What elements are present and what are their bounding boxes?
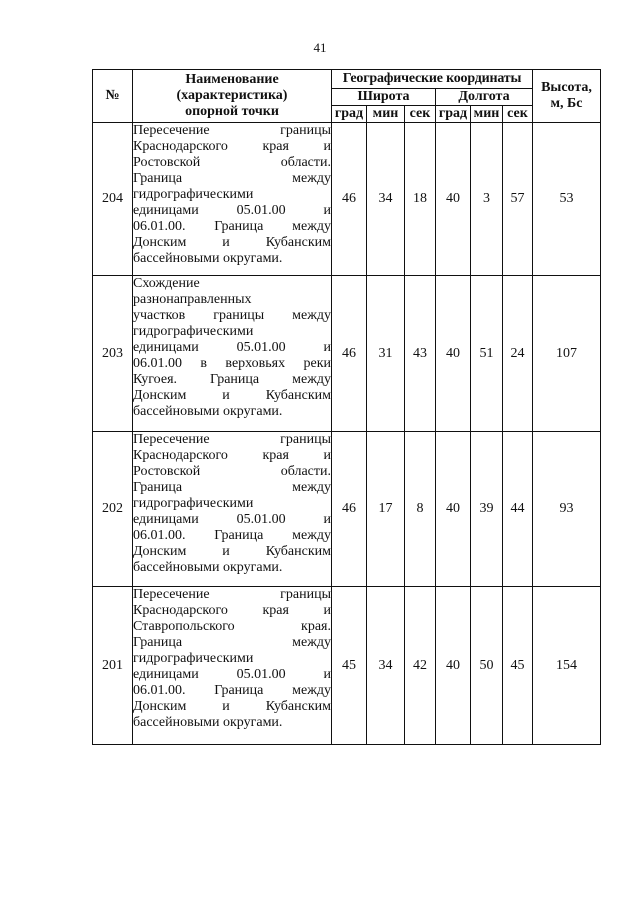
description-line: Граница между	[133, 480, 331, 495]
header-name-line2: (характеристика)	[176, 88, 288, 103]
point-description	[133, 587, 332, 745]
header-lat-sec: сек	[405, 106, 436, 123]
description-line: гидрографическими	[133, 651, 254, 666]
description-line: Граница между	[133, 635, 331, 650]
point-number: 204	[93, 123, 133, 276]
description-line: Краснодарского края и	[133, 139, 331, 154]
lat-min: 34	[367, 587, 405, 745]
description-line: Донским и Кубанским	[133, 544, 331, 559]
description-line: бассейновыми округами.	[133, 715, 283, 730]
reference-points-table	[92, 69, 601, 745]
lat-min: 17	[367, 432, 405, 587]
description-line: Пересечение границы	[133, 432, 331, 447]
description-line: Схождение	[133, 276, 200, 291]
lat-deg: 46	[332, 123, 367, 276]
description-line: единицами 05.01.00 и	[133, 667, 331, 682]
description-line: Краснодарского края и	[133, 603, 331, 618]
lat-sec: 18	[405, 123, 436, 276]
lon-min: 3	[471, 123, 503, 276]
lon-min: 50	[471, 587, 503, 745]
point-number: 203	[93, 276, 133, 432]
lon-sec: 57	[503, 123, 533, 276]
lat-deg: 45	[332, 587, 367, 745]
lat-sec: 8	[405, 432, 436, 587]
point-number: 201	[93, 587, 133, 745]
header-number: №	[93, 70, 133, 123]
description-line: Пересечение границы	[133, 123, 331, 138]
lon-deg: 40	[436, 587, 471, 745]
lat-min: 31	[367, 276, 405, 432]
height-value: 154	[533, 587, 601, 745]
description-line: участков границы между	[133, 308, 331, 323]
page-number: 41	[313, 40, 327, 55]
lat-deg: 46	[332, 432, 367, 587]
lon-deg: 40	[436, 432, 471, 587]
description-line: Донским и Кубанским	[133, 388, 331, 403]
description-line: 06.01.00. Граница между	[133, 683, 331, 698]
header-height-line2: м, Бс	[550, 96, 583, 111]
table-row	[93, 432, 601, 587]
description-line: Кугоея. Граница между	[133, 372, 331, 387]
lon-sec: 45	[503, 587, 533, 745]
point-description	[133, 123, 332, 276]
height-value: 107	[533, 276, 601, 432]
header-lon-sec: сек	[503, 106, 533, 123]
description-line: 06.01.00. Граница между	[133, 528, 331, 543]
lon-deg: 40	[436, 276, 471, 432]
header-geo-coordinates: Географические координаты	[332, 70, 533, 89]
description-line: гидрографическими	[133, 187, 254, 202]
lat-min: 34	[367, 123, 405, 276]
description-line: 06.01.00. Граница между	[133, 219, 331, 234]
point-description	[133, 432, 332, 587]
description-line: Граница между	[133, 171, 331, 186]
lon-sec: 44	[503, 432, 533, 587]
table-row	[93, 276, 601, 432]
lon-min: 39	[471, 432, 503, 587]
description-line: Донским и Кубанским	[133, 235, 331, 250]
header-name-line3: опорной точки	[185, 104, 279, 119]
lon-sec: 24	[503, 276, 533, 432]
header-height	[533, 70, 601, 123]
description-line: единицами 05.01.00 и	[133, 512, 331, 527]
lat-deg: 46	[332, 276, 367, 432]
table-row	[93, 587, 601, 745]
description-line: гидрографическими	[133, 496, 254, 511]
header-name	[133, 70, 332, 123]
description-line: единицами 05.01.00 и	[133, 340, 331, 355]
description-line: бассейновыми округами.	[133, 404, 283, 419]
description-line: 06.01.00 в верховьях реки	[133, 356, 331, 371]
point-description	[133, 276, 332, 432]
header-lat-min: мин	[367, 106, 405, 123]
table-row	[93, 123, 601, 276]
description-line: гидрографическими	[133, 324, 254, 339]
height-value: 53	[533, 123, 601, 276]
description-line: Ростовской области.	[133, 464, 331, 479]
header-height-line1: Высота,	[541, 80, 592, 95]
point-number: 202	[93, 432, 133, 587]
height-value: 93	[533, 432, 601, 587]
lon-deg: 40	[436, 123, 471, 276]
header-lon-min: мин	[471, 106, 503, 123]
description-line: Пересечение границы	[133, 587, 331, 602]
description-line: Краснодарского края и	[133, 448, 331, 463]
header-lat-deg: град	[332, 106, 367, 123]
header-name-line1: Наименование	[185, 72, 279, 87]
description-line: Донским и Кубанским	[133, 699, 331, 714]
description-line: Ставропольского края.	[133, 619, 331, 634]
header-longitude: Долгота	[436, 89, 533, 106]
description-line: бассейновыми округами.	[133, 560, 283, 575]
description-line: бассейновыми округами.	[133, 251, 283, 266]
lon-min: 51	[471, 276, 503, 432]
header-latitude: Широта	[332, 89, 436, 106]
description-line: разнонаправленных	[133, 292, 252, 307]
description-line: Ростовской области.	[133, 155, 331, 170]
lat-sec: 42	[405, 587, 436, 745]
header-lon-deg: град	[436, 106, 471, 123]
lat-sec: 43	[405, 276, 436, 432]
description-line: единицами 05.01.00 и	[133, 203, 331, 218]
